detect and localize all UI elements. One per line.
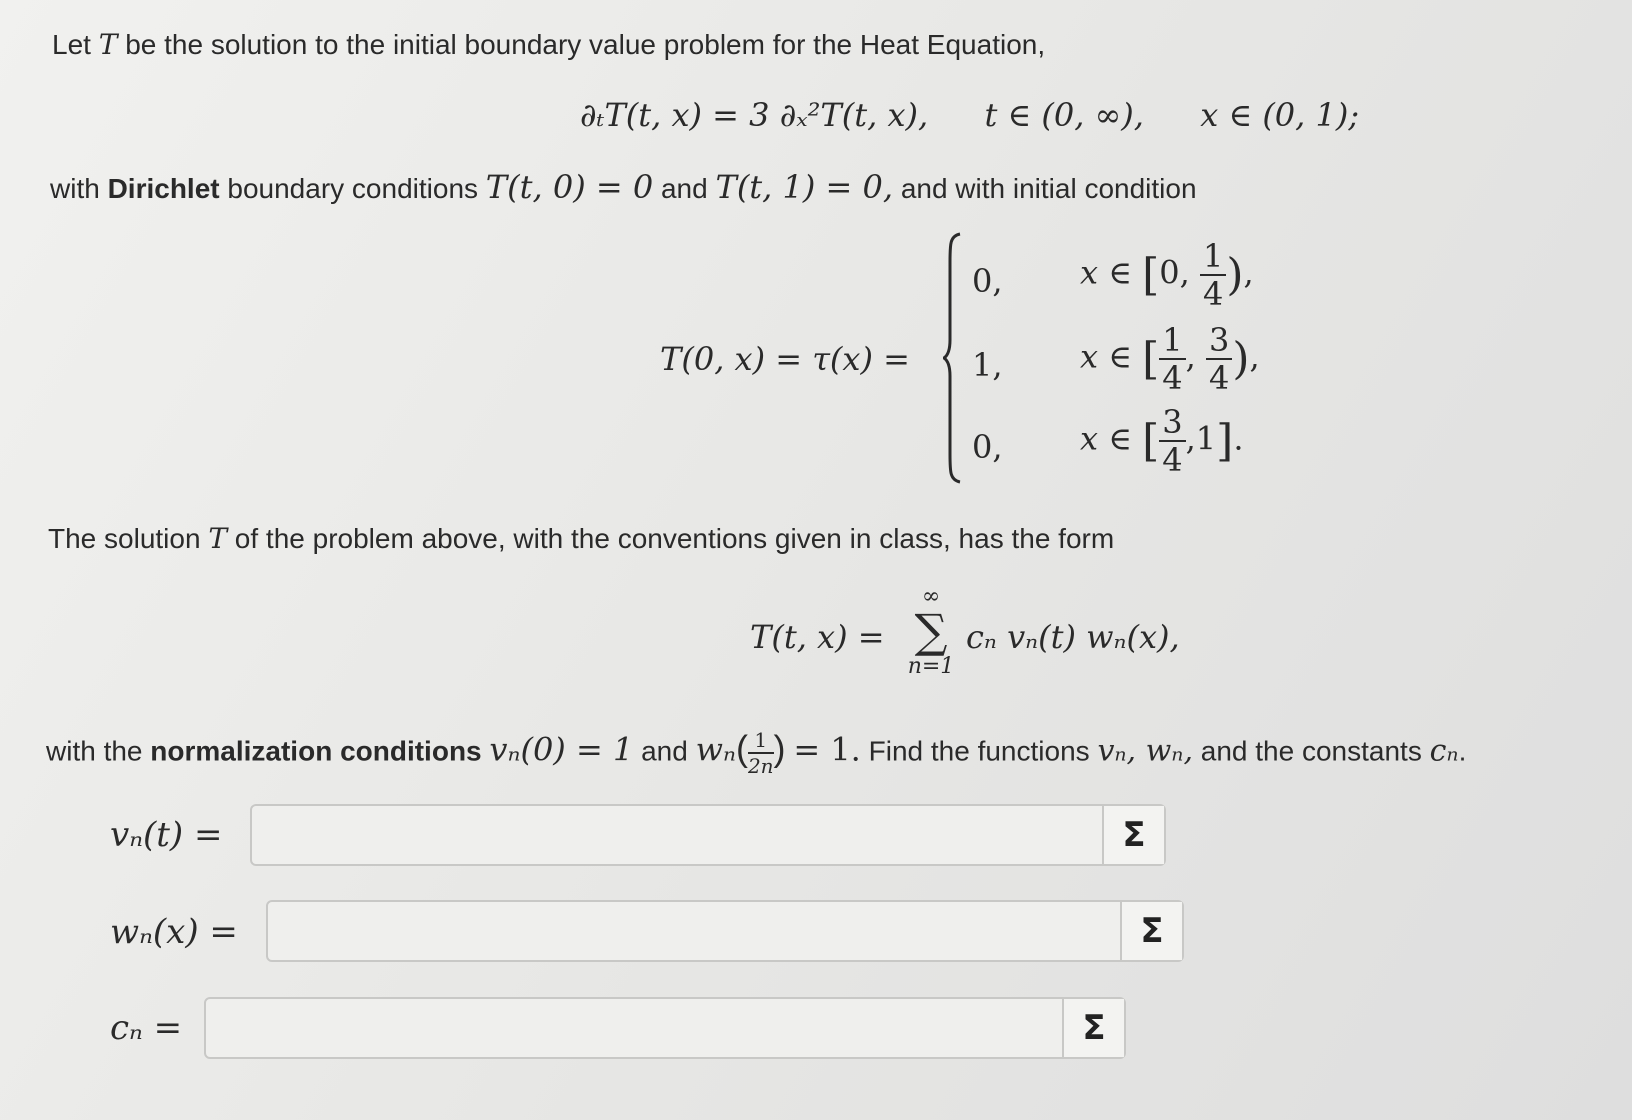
- c-answer-input[interactable]: [206, 999, 1062, 1057]
- normalization-text: with the normalization conditions vₙ(0) = 1 and wₙ( $\frac{1}{2n}$ ) = 1. Find the functions vₙ, wₙ, and the constants cₙ.: [46, 727, 1467, 778]
- v-equation-editor-button[interactable]: [1102, 806, 1164, 864]
- v-answer-input[interactable]: [252, 806, 1102, 864]
- pde-x-domain: x ∈ (0, 1);: [1200, 96, 1360, 134]
- case-3-value: 0,: [972, 428, 1003, 466]
- intro-text: Let T be the solution to the initial boundary value problem for the Heat Equation,: [52, 28, 1046, 61]
- solution-form-text: The solution T of the problem above, with the conventions given in class, has the form: [48, 522, 1115, 555]
- pde-t-domain: t ∈ (0, ∞),: [984, 96, 1144, 134]
- w-label: wₙ(x) =: [110, 912, 238, 952]
- sigma-icon: Σ: [1122, 815, 1146, 855]
- v-label: vₙ(t) =: [110, 815, 223, 855]
- w-answer-input[interactable]: [268, 902, 1120, 960]
- series-summand: cₙ vₙ(t) wₙ(x),: [966, 618, 1180, 656]
- v-answer-field: [250, 804, 1166, 866]
- initial-condition-lhs: T(0, x) = τ(x) =: [660, 340, 910, 378]
- c-label: cₙ =: [110, 1008, 183, 1048]
- pde-lhs: ∂ₜT(t, x) = 3 ∂ₓ²T(t, x),: [580, 96, 929, 134]
- series-sum: ∞ ∑ n=1: [907, 584, 955, 679]
- case-1-value: 0,: [972, 262, 1003, 300]
- case-3-condition: x ∈ [ $\frac{3}{4}$ ,1].: [1080, 403, 1244, 479]
- c-answer-field: [204, 997, 1126, 1059]
- case-1-condition: x ∈ [0, $\frac{1}{4}$ ),: [1080, 237, 1254, 313]
- heat-equation: [580, 96, 1359, 134]
- case-2-value: 1,: [972, 346, 1003, 384]
- case-2-condition: x ∈ [ $\frac{1}{4}$ , $\frac{3}{4}$ ),: [1080, 321, 1260, 397]
- sigma-icon: Σ: [1082, 1008, 1106, 1048]
- sigma-icon: Σ: [1140, 911, 1164, 951]
- c-equation-editor-button[interactable]: [1062, 999, 1124, 1057]
- boundary-conditions-text: with Dirichlet boundary conditions T(t, 0) = 0 and T(t, 1) = 0, and with initial condition: [50, 168, 1197, 206]
- cases-brace: [943, 232, 961, 484]
- series-lhs: T(t, x) =: [750, 618, 885, 656]
- w-equation-editor-button[interactable]: [1120, 902, 1182, 960]
- w-answer-field: [266, 900, 1184, 962]
